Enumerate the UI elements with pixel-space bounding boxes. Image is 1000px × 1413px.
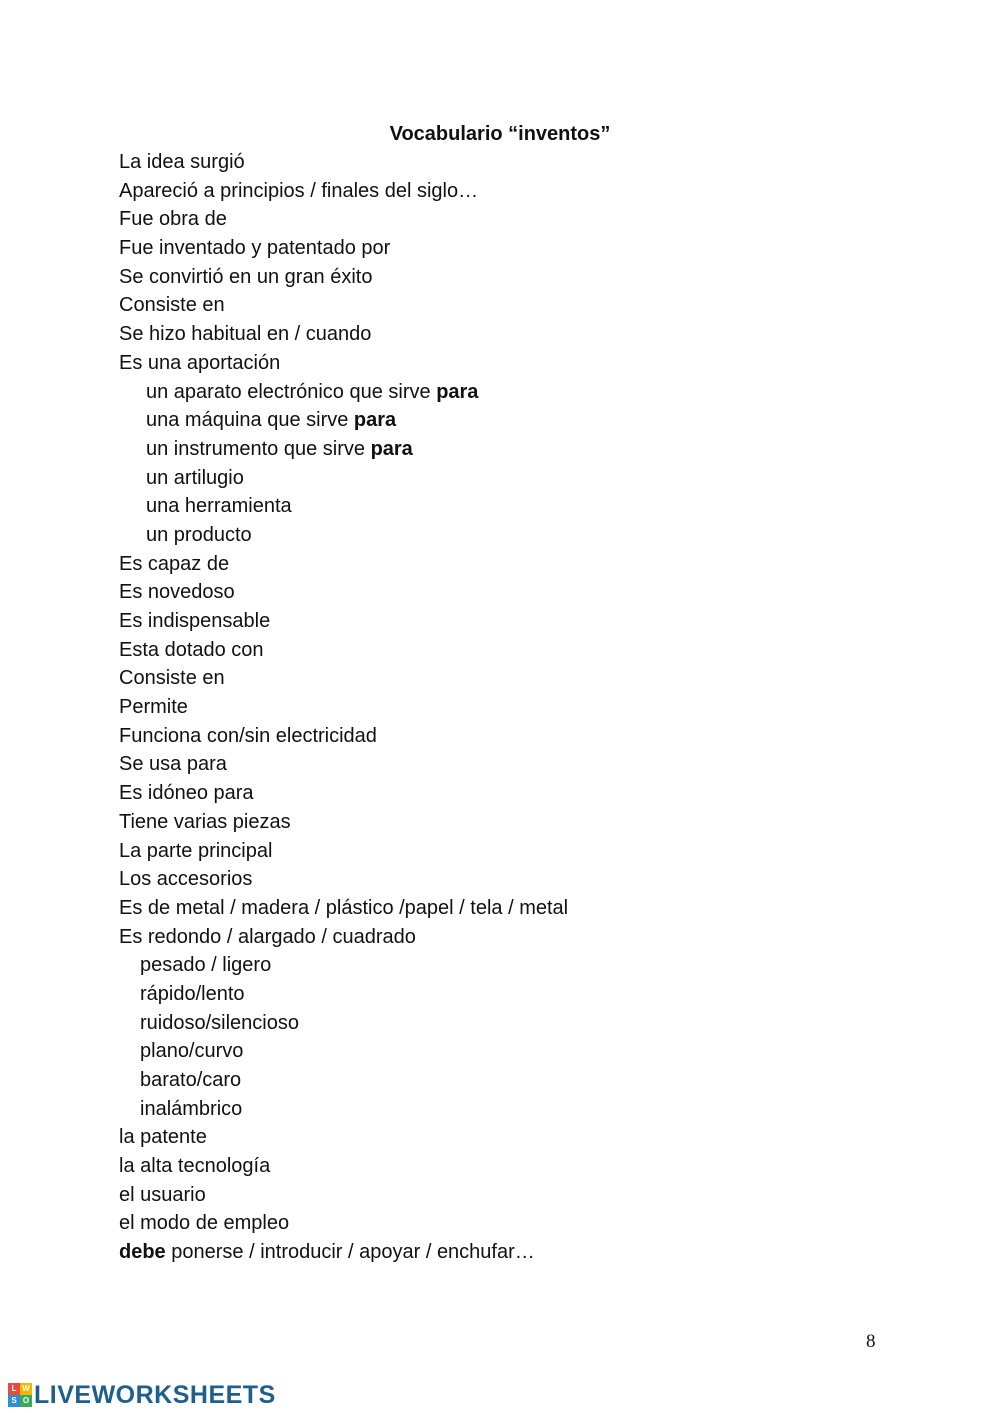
list-item: Es una aportación	[119, 351, 281, 374]
list-item: Permite	[119, 696, 188, 719]
logo-text: LIVEWORKSHEETS	[34, 1380, 276, 1409]
list-item: Se hizo habitual en / cuando	[119, 323, 372, 346]
footer-logo[interactable]	[8, 1380, 276, 1410]
list-item-indented: un producto	[146, 523, 252, 546]
list-item: la alta tecnología	[119, 1155, 271, 1178]
list-item-indented: una herramienta	[146, 495, 292, 518]
list-item: Se convirtió en un gran éxito	[119, 265, 373, 288]
list-item-indented	[119, 406, 568, 435]
list-item: Consiste en	[119, 667, 225, 690]
list-item: Es capaz de	[119, 552, 230, 575]
list-item: Tiene varias piezas	[119, 810, 291, 833]
list-item-indented: rápido/lento	[140, 982, 245, 1005]
list-item-indented	[119, 435, 568, 464]
item-text: ponerse / introducir / apoyar / enchufar…	[165, 1241, 535, 1264]
list-item: Es redondo / alargado / cuadrado	[119, 925, 416, 948]
list-item: la patente	[119, 1126, 207, 1149]
item-bold-text: para	[436, 380, 479, 403]
item-text: un aparato electrónico que sirve	[146, 380, 437, 403]
liveworksheets-logo-icon	[8, 1383, 32, 1407]
list-item: Consiste en	[119, 294, 225, 317]
logo-glyph: S	[8, 1395, 20, 1407]
list-item: Los accesorios	[119, 868, 253, 891]
item-text: una máquina que sirve	[146, 409, 354, 432]
logo-glyph: O	[20, 1395, 32, 1407]
list-item: La idea surgió	[119, 151, 245, 173]
list-item-indented: ruidoso/silencioso	[140, 1011, 299, 1034]
list-item: Es novedoso	[119, 581, 235, 604]
list-item: Funciona con/sin electricidad	[119, 724, 377, 747]
list-item: Apareció a principios / finales del siglo…	[119, 179, 479, 202]
item-bold-text: debe	[119, 1241, 166, 1264]
page-number: 8	[866, 1331, 876, 1352]
list-item	[119, 1238, 568, 1267]
list-item: Es idóneo para	[119, 782, 254, 805]
list-item-indented: inalámbrico	[140, 1097, 243, 1120]
list-item: Fue inventado y patentado por	[119, 237, 391, 260]
list-item: Esta dotado con	[119, 638, 264, 661]
list-item: Se usa para	[119, 753, 227, 776]
list-item-indented	[119, 378, 568, 407]
list-item: el modo de empleo	[119, 1212, 290, 1235]
logo-glyph: L	[8, 1383, 20, 1395]
item-bold-text: para	[370, 437, 413, 460]
list-item: Fue obra de	[119, 208, 227, 231]
list-item: Es indispensable	[119, 610, 271, 632]
list-item: el usuario	[119, 1183, 206, 1206]
item-bold-text: para	[353, 409, 397, 432]
item-text: un instrumento que sirve	[146, 437, 371, 460]
vocabulary-list	[119, 148, 568, 1267]
list-item: Es de metal / madera / plástico /papel / tela / metal	[119, 896, 569, 919]
list-item-indented: un artilugio	[146, 466, 244, 489]
page-title: Vocabulario “inventos”	[389, 123, 611, 145]
logo-glyph: W	[20, 1383, 32, 1395]
list-item-indented: pesado / ligero	[140, 954, 272, 977]
list-item-indented: barato/caro	[140, 1069, 242, 1091]
list-item-indented: plano/curvo	[140, 1040, 244, 1063]
list-item: La parte principal	[119, 839, 273, 862]
